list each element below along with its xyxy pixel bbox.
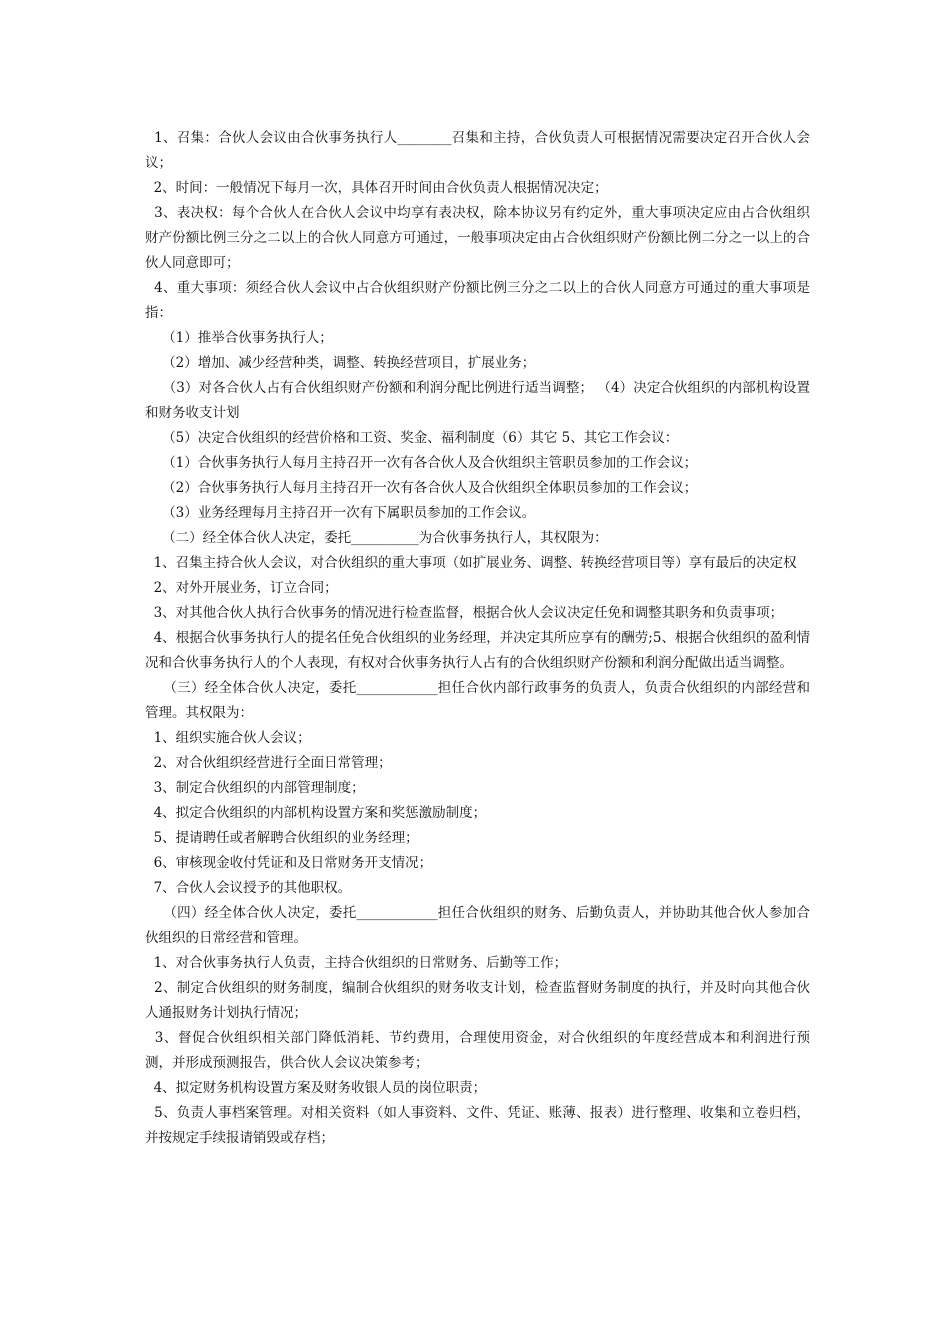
paragraph-3: 3、表决权：每个合伙人在合伙人会议中均享有表决权，除本协议另有约定外，重大事项决定应由占合伙组织财产份额比例三分之二以上的合伙人同意方可通过，一般事项决定由占合伙组织财产份额比例二分之一以上的合伙人同意即可； (145, 205, 810, 271)
paragraph-27: 2、制定合伙组织的财务制度，编制合伙组织的财务收支计划，检查监督财务制度的执行，并及时向其他合伙人通报财务计划执行情况； (145, 980, 810, 1021)
paragraph-8: （5）决定合伙组织的经营价格和工资、奖金、福利制度（6）其它 5、其它工作会议： (145, 430, 679, 446)
paragraph-30: 5、负责人事档案管理。对相关资料（如人事资料、文件、凭证、账薄、报表）进行整理、收集和立卷归档，并按规定手续报请销毁或存档； (145, 1105, 810, 1146)
paragraph-12: （二）经全体合伙人决定，委托__________为合伙事务执行人，其权限为： (145, 530, 608, 546)
paragraph-29: 4、拟定财务机构设置方案及财务收银人员的岗位职责； (145, 1080, 487, 1096)
paragraph-11: （3）业务经理每月主持召开一次有下属职员参加的工作会议。 (145, 505, 536, 521)
paragraph-19: 2、对合伙组织经营进行全面日常管理； (145, 755, 392, 771)
paragraph-5: （1）推举合伙事务执行人； (145, 330, 333, 346)
paragraph-21: 4、拟定合伙组织的内部机构设置方案和奖惩激励制度； (145, 805, 487, 821)
paragraph-28: 3、督促合伙组织相关部门降低消耗、节约费用，合理使用资金，对合伙组织的年度经营成本和利润进行预测，并形成预测报告，供合伙人会议决策参考； (145, 1030, 810, 1071)
paragraph-9: （1）合伙事务执行人每月主持召开一次有各合伙人及合伙组织主管职员参加的工作会议； (145, 455, 698, 471)
paragraph-18: 1、组织实施合伙人会议； (145, 730, 311, 746)
paragraph-13: 1、召集主持合伙人会议，对合伙组织的重大事项（如扩展业务、调整、转换经营项目等）享有最后的决定权 (145, 555, 797, 571)
paragraph-22: 5、提请聘任或者解聘合伙组织的业务经理； (145, 830, 419, 846)
paragraph-16: 4、根据合伙事务执行人的提名任免合伙组织的业务经理，并决定其所应享有的酬劳;5、根据合伙组织的盈利情况和合伙事务执行人的个人表现，有权对合伙事务执行人占有的合伙组织财产份额和利润分配做出适当调整。 (145, 630, 810, 671)
paragraph-15: 3、对其他合伙人执行合伙事务的情况进行检查监督，根据合伙人会议决定任免和调整其职务和负责事项； (145, 605, 784, 621)
paragraph-4: 4、重大事项：须经合伙人会议中占合伙组织财产份额比例三分之二以上的合伙人同意方可通过的重大事项是指： (145, 280, 810, 321)
paragraph-23: 6、审核现金收付凭证和及日常财务开支情况； (145, 855, 433, 871)
document-body (145, 126, 810, 1151)
paragraph-24: 7、合伙人会议授予的其他职权。 (145, 880, 352, 896)
paragraph-2: 2、时间：一般情况下每月一次，具体召开时间由合伙负责人根据情况决定； (145, 180, 608, 196)
paragraph-25: （四）经全体合伙人决定，委托____________担任合伙组织的财务、后勤负责人，并协助其他合伙人参加合伙组织的日常经营和管理。 (145, 905, 811, 946)
paragraph-6: （2）增加、减少经营种类，调整、转换经营项目，扩展业务； (145, 355, 536, 371)
paragraph-14: 2、对外开展业务，订立合同； (145, 580, 338, 596)
paragraph-17: （三）经全体合伙人决定，委托____________担任合伙内部行政事务的负责人，负责合伙组织的内部经营和管理。其权限为： (145, 680, 811, 721)
paragraph-1: 1、召集：合伙人会议由合伙事务执行人________召集和主持，合伙负责人可根据情况需要决定召开合伙人会议； (145, 130, 810, 171)
paragraph-20: 3、制定合伙组织的内部管理制度； (145, 780, 365, 796)
paragraph-26: 1、对合伙事务执行人负责，主持合伙组织的日常财务、后勤等工作； (145, 955, 568, 971)
paragraph-7: （3）对各合伙人占有合伙组织财产份额和利润分配比例进行适当调整； （4）决定合伙组织的内部机构设置和财务收支计划 (145, 380, 811, 421)
paragraph-10: （2）合伙事务执行人每月主持召开一次有各合伙人及合伙组织全体职员参加的工作会议； (145, 480, 698, 496)
